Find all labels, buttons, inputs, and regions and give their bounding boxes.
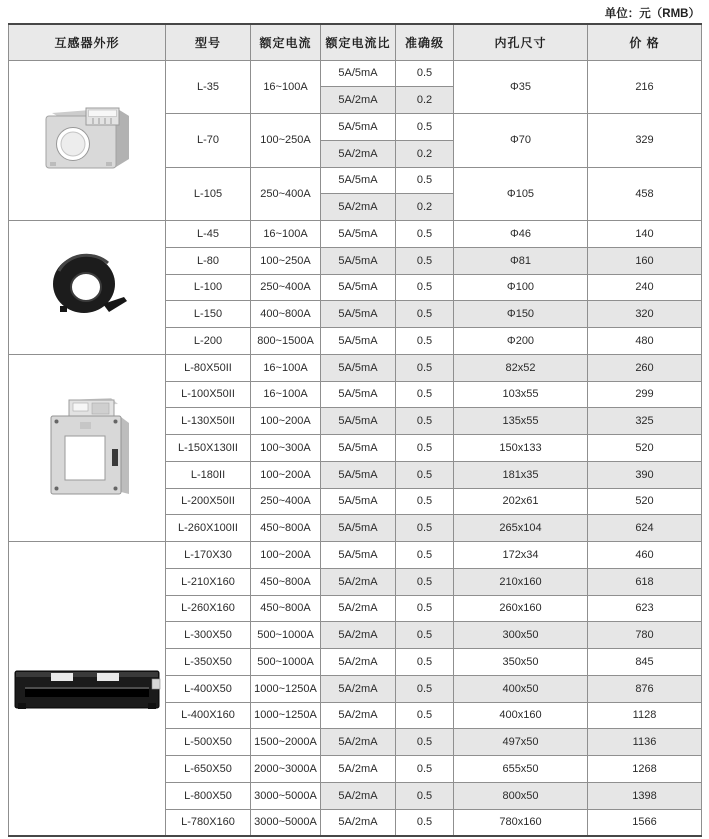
ratio-cell: 5A/5mA [321, 461, 396, 488]
ring-ct-photo [36, 245, 138, 329]
model-cell: L-35 [166, 60, 251, 114]
ratio-cell: 5A/5mA [321, 328, 396, 355]
header-row [9, 24, 702, 60]
col-header-rated-current: 额定电流 [251, 24, 321, 60]
col-header-appearance: 互感器外形 [9, 24, 166, 60]
accuracy-cell: 0.2 [396, 194, 454, 221]
current-cell: 450~800A [251, 568, 321, 595]
hole-cell: 210x160 [454, 568, 588, 595]
price-cell: 260 [588, 354, 702, 381]
hole-cell: 202x61 [454, 488, 588, 515]
ratio-cell: 5A/2mA [321, 568, 396, 595]
ratio-cell: 5A/2mA [321, 809, 396, 836]
ratio-cell: 5A/2mA [321, 595, 396, 622]
accuracy-cell: 0.5 [396, 221, 454, 248]
price-cell: 780 [588, 622, 702, 649]
ratio-cell: 5A/5mA [321, 408, 396, 435]
price-cell: 240 [588, 274, 702, 301]
accuracy-cell: 0.5 [396, 461, 454, 488]
accuracy-cell: 0.5 [396, 381, 454, 408]
current-cell: 1000~1250A [251, 675, 321, 702]
price-cell: 1136 [588, 729, 702, 756]
ratio-cell: 5A/5mA [321, 381, 396, 408]
accuracy-cell: 0.5 [396, 515, 454, 542]
current-cell: 100~250A [251, 247, 321, 274]
hole-cell: Φ70 [454, 114, 588, 168]
hole-cell: 780x160 [454, 809, 588, 836]
model-cell: L-150X130II [166, 435, 251, 462]
ratio-cell: 5A/2mA [321, 702, 396, 729]
price-cell: 390 [588, 461, 702, 488]
model-cell: L-350X50 [166, 649, 251, 676]
ratio-cell: 5A/5mA [321, 354, 396, 381]
model-cell: L-200X50II [166, 488, 251, 515]
hole-cell: 300x50 [454, 622, 588, 649]
ratio-cell: 5A/5mA [321, 114, 396, 141]
ratio-cell: 5A/5mA [321, 60, 396, 87]
accuracy-cell: 0.5 [396, 60, 454, 87]
price-cell: 320 [588, 301, 702, 328]
model-cell: L-100 [166, 274, 251, 301]
hole-cell: 655x50 [454, 756, 588, 783]
accuracy-cell: 0.5 [396, 408, 454, 435]
ratio-cell: 5A/5mA [321, 435, 396, 462]
price-cell: 876 [588, 675, 702, 702]
hole-cell: 150x133 [454, 435, 588, 462]
hole-cell: Φ35 [454, 60, 588, 114]
current-cell: 500~1000A [251, 649, 321, 676]
price-cell: 520 [588, 435, 702, 462]
accuracy-cell: 0.2 [396, 140, 454, 167]
hole-cell: Φ81 [454, 247, 588, 274]
col-header-accuracy: 准确级 [396, 24, 454, 60]
price-cell: 325 [588, 408, 702, 435]
price-cell: 623 [588, 595, 702, 622]
current-cell: 100~250A [251, 114, 321, 168]
ratio-cell: 5A/5mA [321, 221, 396, 248]
accuracy-cell: 0.5 [396, 782, 454, 809]
accuracy-cell: 0.5 [396, 328, 454, 355]
accuracy-cell: 0.5 [396, 595, 454, 622]
table-row [9, 221, 702, 248]
accuracy-cell: 0.5 [396, 354, 454, 381]
accuracy-cell: 0.5 [396, 542, 454, 569]
ratio-cell: 5A/2mA [321, 782, 396, 809]
current-cell: 16~100A [251, 221, 321, 248]
hole-cell: 82x52 [454, 354, 588, 381]
model-cell: L-400X160 [166, 702, 251, 729]
current-cell: 1500~2000A [251, 729, 321, 756]
accuracy-cell: 0.5 [396, 702, 454, 729]
price-cell: 1268 [588, 756, 702, 783]
price-cell: 160 [588, 247, 702, 274]
model-cell: L-800X50 [166, 782, 251, 809]
table-row [9, 542, 702, 569]
price-cell: 845 [588, 649, 702, 676]
ratio-cell: 5A/2mA [321, 194, 396, 221]
box-ct-photo [36, 98, 138, 182]
accuracy-cell: 0.5 [396, 649, 454, 676]
price-cell: 458 [588, 167, 702, 221]
price-cell: 520 [588, 488, 702, 515]
ratio-cell: 5A/2mA [321, 675, 396, 702]
model-cell: L-70 [166, 114, 251, 168]
model-cell: L-200 [166, 328, 251, 355]
hole-cell: 265x104 [454, 515, 588, 542]
current-cell: 16~100A [251, 354, 321, 381]
col-header-price: 价 格 [588, 24, 702, 60]
accuracy-cell: 0.5 [396, 756, 454, 783]
model-cell: L-300X50 [166, 622, 251, 649]
accuracy-cell: 0.5 [396, 167, 454, 194]
ratio-cell: 5A/5mA [321, 274, 396, 301]
accuracy-cell: 0.5 [396, 114, 454, 141]
hole-cell: 172x34 [454, 542, 588, 569]
price-cell: 618 [588, 568, 702, 595]
bar-ct-photo [11, 658, 163, 718]
unit-label: 单位：元（RMB） [604, 8, 700, 20]
model-cell: L-130X50II [166, 408, 251, 435]
price-cell: 299 [588, 381, 702, 408]
hole-cell: Φ105 [454, 167, 588, 221]
current-cell: 1000~1250A [251, 702, 321, 729]
model-cell: L-80X50II [166, 354, 251, 381]
current-cell: 800~1500A [251, 328, 321, 355]
current-cell: 100~200A [251, 461, 321, 488]
model-cell: L-170X30 [166, 542, 251, 569]
table-row [9, 60, 702, 87]
current-cell: 250~400A [251, 274, 321, 301]
current-cell: 100~300A [251, 435, 321, 462]
ratio-cell: 5A/5mA [321, 542, 396, 569]
col-header-hole-size: 内孔尺寸 [454, 24, 588, 60]
hole-cell: 400x160 [454, 702, 588, 729]
ratio-cell: 5A/5mA [321, 167, 396, 194]
ratio-cell: 5A/2mA [321, 87, 396, 114]
model-cell: L-500X50 [166, 729, 251, 756]
accuracy-cell: 0.5 [396, 809, 454, 836]
product-photo-cell [9, 542, 166, 836]
accuracy-cell: 0.5 [396, 247, 454, 274]
hole-cell: 350x50 [454, 649, 588, 676]
accuracy-cell: 0.5 [396, 729, 454, 756]
price-cell: 216 [588, 60, 702, 114]
model-cell: L-650X50 [166, 756, 251, 783]
hole-cell: 181x35 [454, 461, 588, 488]
current-cell: 400~800A [251, 301, 321, 328]
product-photo-cell [9, 354, 166, 541]
model-cell: L-105 [166, 167, 251, 221]
current-cell: 250~400A [251, 488, 321, 515]
accuracy-cell: 0.5 [396, 675, 454, 702]
price-cell: 480 [588, 328, 702, 355]
price-cell: 140 [588, 221, 702, 248]
hole-cell: 800x50 [454, 782, 588, 809]
model-cell: L-80 [166, 247, 251, 274]
model-cell: L-180II [166, 461, 251, 488]
hole-cell: 260x160 [454, 595, 588, 622]
current-cell: 500~1000A [251, 622, 321, 649]
col-header-model: 型号 [166, 24, 251, 60]
current-cell: 450~800A [251, 595, 321, 622]
hole-cell: Φ100 [454, 274, 588, 301]
ratio-cell: 5A/2mA [321, 622, 396, 649]
current-cell: 16~100A [251, 60, 321, 114]
ratio-cell: 5A/2mA [321, 756, 396, 783]
price-cell: 624 [588, 515, 702, 542]
accuracy-cell: 0.5 [396, 568, 454, 595]
current-cell: 450~800A [251, 515, 321, 542]
model-cell: L-400X50 [166, 675, 251, 702]
hole-cell: 400x50 [454, 675, 588, 702]
model-cell: L-210X160 [166, 568, 251, 595]
hole-cell: Φ46 [454, 221, 588, 248]
accuracy-cell: 0.2 [396, 87, 454, 114]
product-photo-cell [9, 221, 166, 355]
model-cell: L-780X160 [166, 809, 251, 836]
accuracy-cell: 0.5 [396, 301, 454, 328]
ratio-cell: 5A/5mA [321, 301, 396, 328]
ratio-cell: 5A/5mA [321, 515, 396, 542]
price-cell: 1398 [588, 782, 702, 809]
hole-cell: 135x55 [454, 408, 588, 435]
hole-cell: 497x50 [454, 729, 588, 756]
current-cell: 16~100A [251, 381, 321, 408]
model-cell: L-100X50II [166, 381, 251, 408]
hole-cell: Φ200 [454, 328, 588, 355]
current-cell: 2000~3000A [251, 756, 321, 783]
model-cell: L-260X100II [166, 515, 251, 542]
model-cell: L-150 [166, 301, 251, 328]
ratio-cell: 5A/2mA [321, 729, 396, 756]
product-photo-cell [9, 60, 166, 221]
current-cell: 3000~5000A [251, 809, 321, 836]
hole-cell: 103x55 [454, 381, 588, 408]
accuracy-cell: 0.5 [396, 435, 454, 462]
current-cell: 100~200A [251, 408, 321, 435]
col-header-current-ratio: 额定电流比 [321, 24, 396, 60]
accuracy-cell: 0.5 [396, 488, 454, 515]
ct-price-table [8, 23, 702, 837]
ratio-cell: 5A/2mA [321, 140, 396, 167]
accuracy-cell: 0.5 [396, 274, 454, 301]
price-cell: 329 [588, 114, 702, 168]
ratio-cell: 5A/5mA [321, 488, 396, 515]
price-cell: 1566 [588, 809, 702, 836]
frame-ct-photo [38, 391, 136, 505]
price-cell: 460 [588, 542, 702, 569]
current-cell: 3000~5000A [251, 782, 321, 809]
ratio-cell: 5A/5mA [321, 247, 396, 274]
ratio-cell: 5A/2mA [321, 649, 396, 676]
accuracy-cell: 0.5 [396, 622, 454, 649]
current-cell: 100~200A [251, 542, 321, 569]
current-cell: 250~400A [251, 167, 321, 221]
hole-cell: Φ150 [454, 301, 588, 328]
model-cell: L-260X160 [166, 595, 251, 622]
model-cell: L-45 [166, 221, 251, 248]
price-cell: 1128 [588, 702, 702, 729]
table-row [9, 354, 702, 381]
